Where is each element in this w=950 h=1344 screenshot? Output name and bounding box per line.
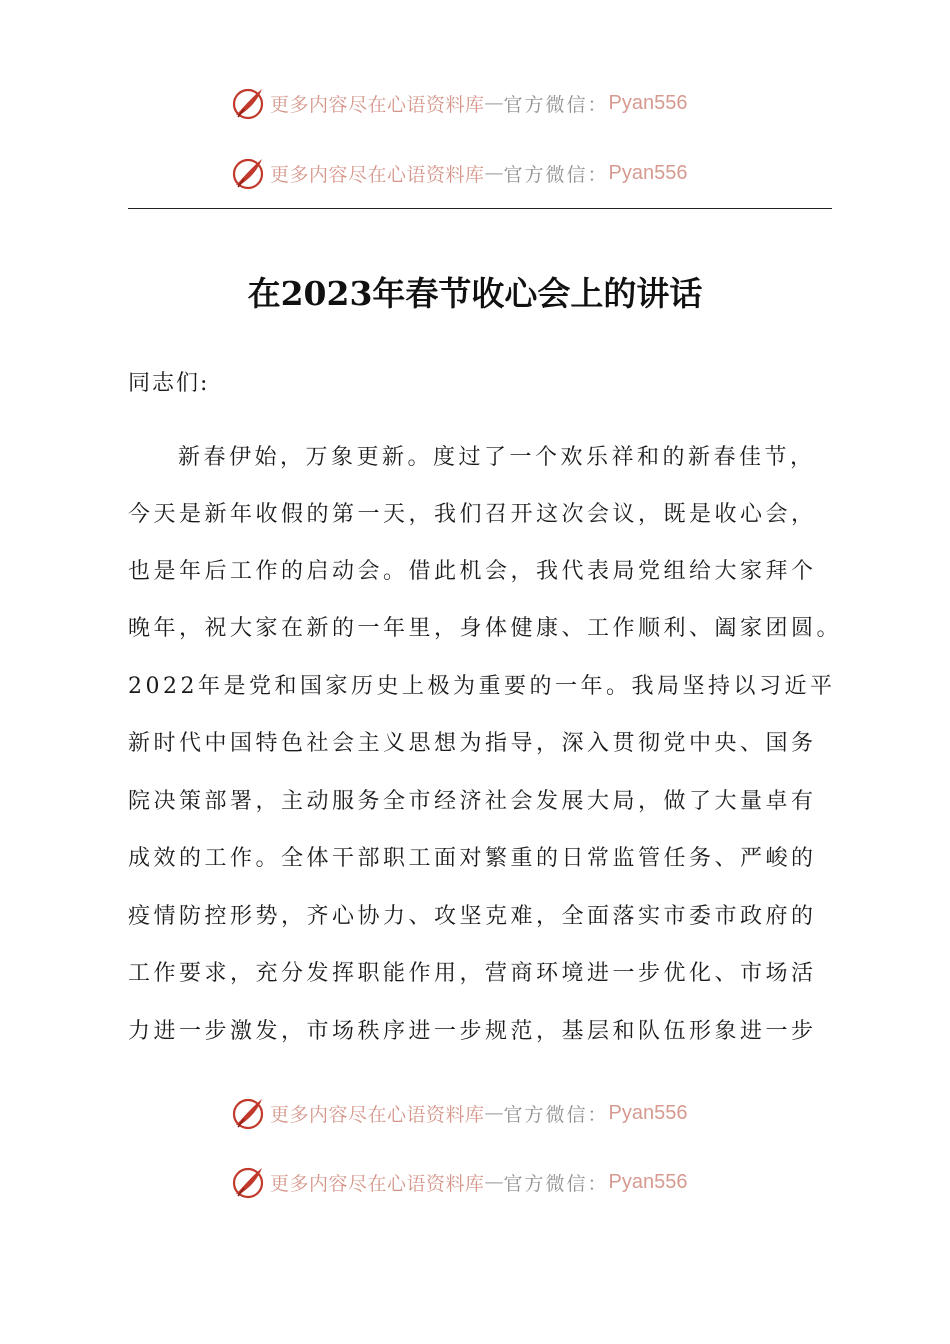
body-line: 工作要求，充分发挥职能作用，营商环境进一步优化、市场活 xyxy=(128,961,817,986)
body-line: 晚年，祝大家在新的一年里，身体健康、工作顺利、阖家团圆。 xyxy=(128,616,843,641)
watermark-wechat-id: Pyan556 xyxy=(608,1101,688,1124)
watermark-bottom-1 xyxy=(230,1093,688,1133)
body-line: 也是年后工作的启动会。借此机会，我代表局党组给大家拜个 xyxy=(128,559,817,584)
body-line: 院决策部署，主动服务全市经济社会发展大局，做了大量卓有 xyxy=(128,789,817,814)
body-line: 力进一步激发，市场秩序进一步规范，基层和队伍形象进一步 xyxy=(128,1019,817,1044)
quill-pen-icon xyxy=(230,1164,266,1200)
watermark-dash: — xyxy=(484,1171,504,1193)
watermark-official-label: 官方微信： xyxy=(503,1103,609,1126)
body-line: 新时代中国特色社会主义思想为指导，深入贯彻党中央、国务 xyxy=(128,731,817,756)
watermark-text: 更多内容尽在心语资料库 xyxy=(270,1103,485,1126)
watermark-text: 更多内容尽在心语资料库 xyxy=(270,163,485,186)
header-divider xyxy=(128,208,832,209)
watermark-dash: — xyxy=(484,1102,504,1124)
watermark-wechat-id: Pyan556 xyxy=(608,91,688,114)
quill-pen-icon xyxy=(230,85,266,121)
quill-pen-icon xyxy=(230,155,266,191)
body-line: 今天是新年收假的第一天，我们召开这次会议，既是收心会， xyxy=(128,502,817,527)
watermark-text: 更多内容尽在心语资料库 xyxy=(270,1172,485,1195)
body-line: 成效的工作。全体干部职工面对繁重的日常监管任务、严峻的 xyxy=(128,846,817,871)
watermark-wechat-id: Pyan556 xyxy=(608,1170,688,1193)
watermark-official-label: 官方微信： xyxy=(503,163,609,186)
salutation: 同志们: xyxy=(128,371,210,396)
watermark-text: 更多内容尽在心语资料库 xyxy=(270,93,485,116)
watermark-dash: — xyxy=(484,162,504,184)
page-title: 在2023年春节收心会上的讲话 xyxy=(247,274,703,313)
quill-pen-icon xyxy=(230,1095,266,1131)
watermark-top-2 xyxy=(230,153,688,193)
watermark-official-label: 官方微信： xyxy=(503,1172,609,1195)
watermark-dash: — xyxy=(484,92,504,114)
body-line: 疫情防控形势，齐心协力、攻坚克难，全面落实市委市政府的 xyxy=(128,904,817,929)
body-line: 新春伊始，万象更新。度过了一个欢乐祥和的新春佳节， xyxy=(178,445,816,470)
body-line: 2022年是党和国家历史上极为重要的一年。我局坚持以习近平 xyxy=(128,674,836,699)
watermark-wechat-id: Pyan556 xyxy=(608,161,688,184)
watermark-official-label: 官方微信： xyxy=(503,93,609,116)
watermark-bottom-2 xyxy=(230,1162,688,1202)
watermark-top-1 xyxy=(230,83,688,123)
